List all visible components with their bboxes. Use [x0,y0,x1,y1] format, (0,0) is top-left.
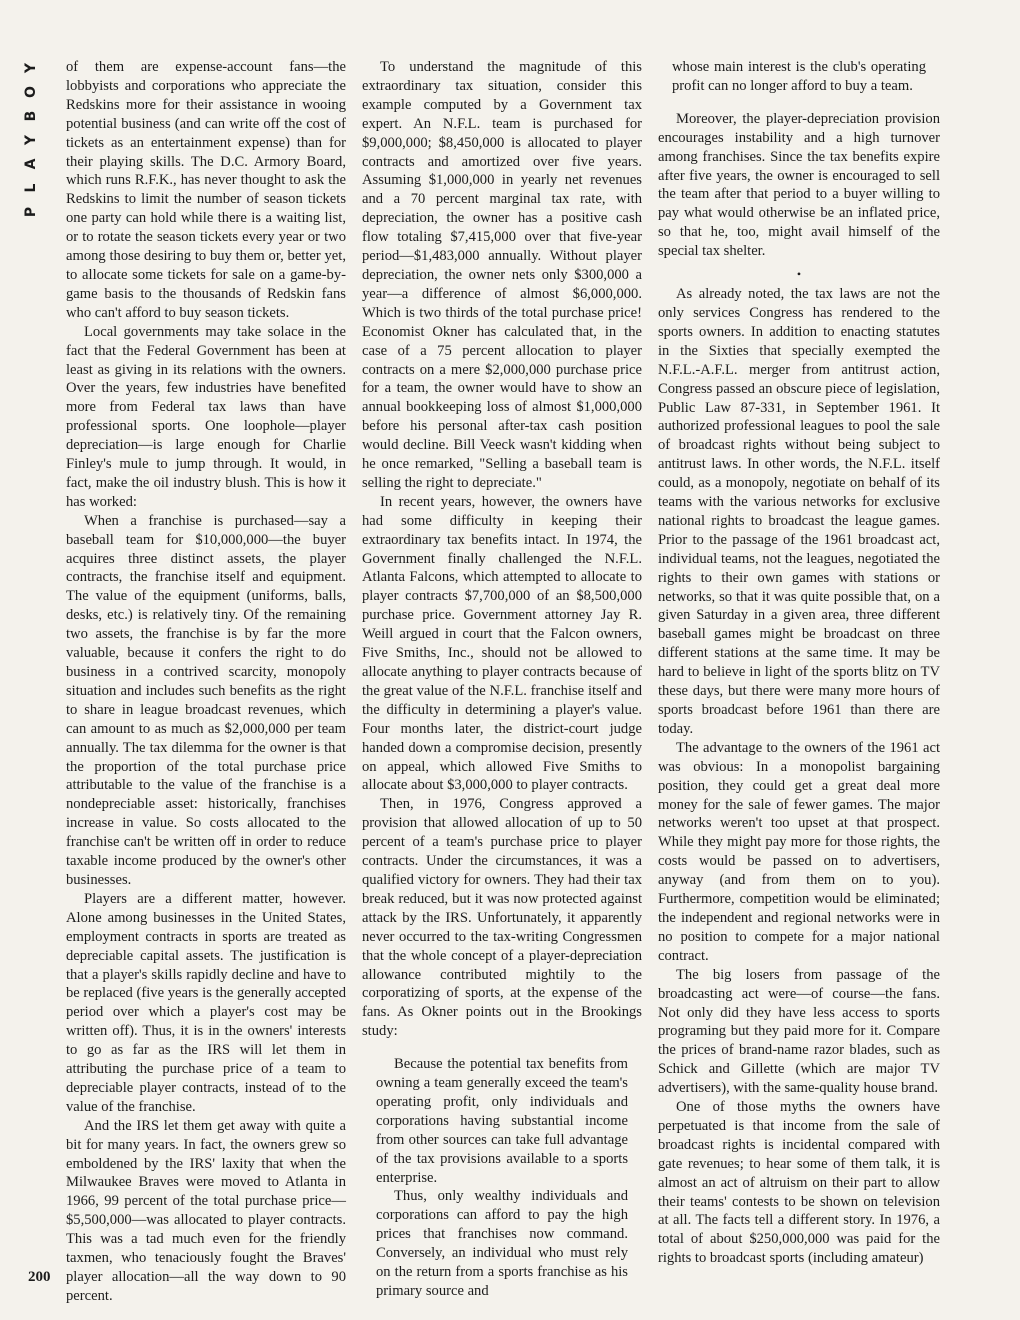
paragraph: As already noted, the tax laws are not the only services Congress has rendered to the sports owners. In addition to enacting statutes in the Sixties that specially exempted the N.F.L.-A.F.L. merger from antitrust action, Congress passed an obscure piece of legislation, Public Law 87-331, in September 1961. It authorized professional leagues to pool the sale of broadcast rights without being subject to antitrust laws. In other words, the N.F.L. itself could, as a monopoly, negotiate on behalf of its teams with the various networks for exclusive national rights to broadcast the league games. Prior to the passage of the 1961 broadcast act, individual teams, not the leagues, negotiated the rights to their own games with stations or networks, so that it was quite possible that, on a given Saturday in a given area, three different baseball games might be broadcast on three different stations at the same time. It may be hard to believe in light of the sports blitz on TV these days, but there were many more hours of sports broadcast before 1961 than there are today. [658,286,940,737]
text-column-2 [362,58,642,1301]
paragraph: Moreover, the player-depreciation provision encourages instability and a high turnover among franchises. Since the tax benefits expire after five years, the owner is encouraged to sell the team after that period to a buyer willing to pay what would otherwise be an inflated price, so that he, too, might avail himself of the special tax shelter. [658,110,940,260]
text-column-3 [658,58,940,1268]
paragraph: One of those myths the owners have perpetuated is that income from the sale of broadcast rights is incidental compared with gate revenues; to hear some of them talk, it is almost an act of altruism on their part to allow their teams' contests to be shown on television at all. The facts tell a different story. In 1976, a total of about $250,000,000 was paid for the rights to broadcast sports (including amateur) [658,1099,940,1267]
paragraph: In recent years, however, the owners have had some difficulty in keeping their extraordinary tax benefits intact. In 1974, the Government finally challenged the N.F.L. Atlanta Falcons, which attempted to allocate to player contracts $7,700,000 of an $8,500,000 purchase price. Government attorney Jay R. Weill argued in court that the Falcon owners, Five Smiths, Inc., should not be allowed to allocate anything to player contracts because of the great value of the N.F.L. franchise itself and the difficulty in determining a player's value. Four months later, the district-court judge handed down a compromise decision, presently on appeal, which allowed Five Smiths to allocate about $3,000,000 to player contracts. [362,493,642,794]
page-number: 200 [28,1269,51,1285]
block-quote-continued [658,58,940,96]
masthead-letter: Y [23,134,39,146]
masthead-letter: O [23,86,39,98]
masthead-letter: L [23,183,39,193]
paragraph: Local governments may take solace in the fact that the Federal Government has been at least as giving in its relations with the owners. Over the years, few industries have benefited more from Federal tax laws than have professional sports. One loophole—player depreciation—is large enough for Charlie Finley's mule to jump through. It would, in fact, make the oil industry blush. This is how it has worked: [66,323,346,510]
paragraph: of them are expense-account fans—the lobbyists and corporations who appreciate the Redskins more for their assistance in wooing potential business (and can write off the cost of tickets as an entertainment expense) than for their playing skills. The D.C. Armory Board, which runs R.F.K., has never thought to ask the Redskins to limit the number of season tickets one party can hold while there is a waiting list, or to rotate the season tickets every year or two among those desiring to buy them or, better yet, to allocate some tickets for sale on a game-by-game basis to the thousands of Redskin fans who can't afford to buy season tickets. [66,59,346,321]
quote-paragraph: Thus, only wealthy individuals and corporations can afford to pay the high prices that franchises now command. Conversely, an individual who must rely on the return from a sports franchise as his primary source and [376,1188,628,1299]
section-break-bullet: • [796,267,802,282]
masthead-letter: B [23,110,39,122]
masthead-letter: A [23,158,39,170]
paragraph: And the IRS let them get away with quite a bit for many years. In fact, the owners grew so emboldened by the IRS' laxity that when the Milwaukee Braves were moved to Atlanta in 1966, 99 percent of the total purchase price—$5,500,000—was allocated to player contracts. This was a tad much even for the friendly taxmen, who tenaciously fought the Braves' player allocation—all the way down to 90 percent. [66,1117,346,1304]
vertical-masthead [22,56,50,224]
block-quote [362,1055,642,1301]
paragraph: The big losers from passage of the broadcasting act were—of course—the fans. Not only did they have less access to sports programing but they paid more for it. Compare the prices of brand-name razor blades, such as Schick and Gillette (which are major TV advertisers), with the same-quality house brand. [658,966,940,1097]
masthead-letter: P [23,206,39,218]
masthead-letter: Y [23,62,39,74]
paragraph: The advantage to the owners of the 1961 act was obvious: In a monopolist bargaining position, they could get a great deal more money for the sale of fewer games. The major networks weren't too upset at that prospect. While they might pay more for those rights, the costs would be passed on to advertisers, anyway (and from them on to you). Furthermore, competition would be eliminated; the independent and regional networks were in no position to compete for a major national contract. [658,739,940,964]
paragraph: Players are a different matter, however. Alone among businesses in the United States, employment contracts in sports are treated as depreciable capital assets. The justification is that a player's skills rapidly decline and have to be replaced (five years is the generally accepted period over which a player's cost may be written off). Thus, it is in the owners' interests to go as far as the IRS will let them in attributing the purchase price of a team to depreciable player contracts, instead of to the value of the franchise. [66,890,346,1115]
paragraph: Then, in 1976, Congress approved a provision that allowed allocation of up to 50 percent of a team's purchase price to player contracts. Under the circumstances, it was a qualified victory for owners. They had their tax break reduced, but it was now protected against attack by the IRS. Unfortunately, it apparently never occurred to the tax-writing Congressmen that the whole concept of a player-depreciation allowance contributed mightily to the corporatizing of sports, at the expense of the fans. As Okner points out in the Brookings study: [362,796,642,1040]
text-column-1 [66,58,346,1306]
quote-spacer [362,1041,642,1055]
paragraph: When a franchise is purchased—say a baseball team for $10,000,000—the buyer acquires three distinct assets, the player contracts, the franchise itself and equipment. The value of the equipment (uniforms, balls, desks, etc.) is relatively tiny. Of the remaining two assets, the franchise is by far the more valuable, because it confers the right to do business in a contrived scarcity, monopoly situation and includes such benefits as the right to share in league broadcast revenues, which can amount to as much as $2,000,000 per team annually. The tax dilemma for the owner is that the proportion of the total purchase price attributable to the value of the franchise is a nondepreciable asset: historically, franchises increase in value. So costs allocated to the franchise can't be written off in order to reduce taxable income produced by the owner's other businesses. [66,512,346,888]
quote-paragraph: whose main interest is the club's operating profit can no longer afford to buy a team. [672,59,926,94]
quote-paragraph: Because the potential tax benefits from owning a team generally exceed the team's operating profit, only individuals and corporations having substantial income from other sources can take full advantage of the tax provisions available to a sports enterprise. [376,1056,628,1186]
quote-spacer [658,96,940,110]
paragraph: To understand the magnitude of this extraordinary tax situation, consider this example computed by a Government tax expert. An N.F.L. team is purchased for $9,000,000; $8,450,000 is allocated to player contracts and amortized over five years. Assuming $1,000,000 in yearly net revenues and a 70 percent marginal tax rate, with depreciation, the owner has a positive cash flow totaling $7,415,000 over that five-year period—$1,483,000 annually. Without player depreciation, the owner nets only $300,000 a year—a difference of almost $6,000,000. Which is two thirds of the total purchase price! Economist Okner has calculated that, in the case of a 75 percent allocation to player contracts on a mere $2,000,000 purchase price for a team, the owner would have to show an annual bookkeeping loss of almost $1,000,000 before his personal after-tax cash position would decline. Bill Veeck wasn't kidding when he once remarked, "Selling a baseball team is selling the right to depreciate." [362,59,642,491]
